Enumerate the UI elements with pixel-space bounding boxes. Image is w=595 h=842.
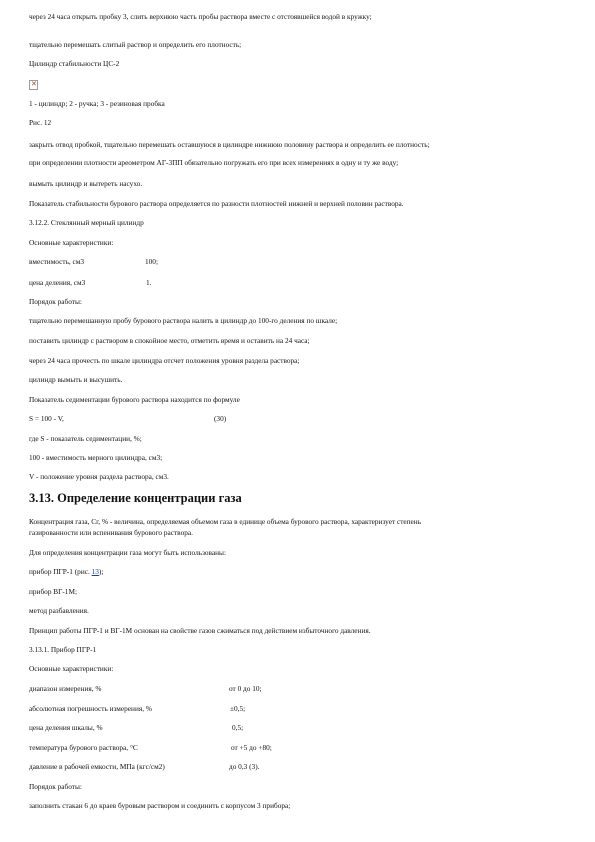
- broken-image-icon: [29, 80, 38, 90]
- text-line: Принцип работы ПГР-1 и ВГ-1М основан на свойстве газов сжиматься под действием избыточного давления.: [29, 626, 371, 635]
- text-line: закрыть отвод пробкой, тщательно перемешать оставшуюся в цилиндре нижнюю половину раствора и определить ее плотность;: [29, 140, 430, 149]
- text-line: через 24 часа прочесть по шкале цилиндра отсчет положения уровня раздела раствора;: [29, 356, 300, 365]
- spec-label: цена деления шкалы, %: [29, 723, 103, 732]
- spec-label: давление в рабочей емкости, МПа (кгс/см2): [29, 762, 165, 771]
- text-line: вымыть цилиндр и вытереть насухо.: [29, 179, 143, 188]
- figure-link[interactable]: 13: [91, 567, 99, 576]
- spec-value: 100;: [145, 257, 158, 266]
- spec-label: диапазон измерения, %: [29, 684, 102, 693]
- spec-label: абсолютная погрешность измерения, %: [29, 704, 152, 713]
- figure-number: Рис. 12: [29, 118, 52, 127]
- text-line: прибор ВГ-1М;: [29, 587, 77, 596]
- text-line: Показатель седиментации бурового раствора находится по формуле: [29, 395, 240, 404]
- text-line: Основные характеристики:: [29, 238, 114, 247]
- spec-label: цена деления, см3: [29, 278, 86, 287]
- text-line: заполнить стакан 6 до краев буровым раствором и соединить с корпусом 3 прибора;: [29, 801, 291, 810]
- text-line: при определении плотности ареометром АГ-3ПП обязательно погружать его при всех измерениях в одну и ту же воду;: [29, 158, 399, 167]
- text-line: Основные характеристики:: [29, 664, 114, 673]
- text-line: через 24 часа открыть пробку 3, слить верхнюю часть пробы раствора вместе с отстоявшейся водой в кружку;: [29, 12, 372, 21]
- text-line: Порядок работы:: [29, 297, 82, 306]
- text-line: Показатель стабильности бурового раствора определяется по разности плотностей нижней и верхней половин раствора.: [29, 199, 404, 208]
- text-line: тщательно перемешать слитый раствор и определить его плотность;: [29, 40, 242, 49]
- text-line: 100 - вместимость мерного цилиндра, см3;: [29, 453, 163, 462]
- subsection-title: 3.13.1. Прибор ПГР-1: [29, 645, 97, 654]
- section-heading: 3.13. Определение концентрации газа: [29, 491, 242, 505]
- spec-value: от 0 до 10;: [229, 684, 262, 693]
- figure-legend: 1 - цилиндр; 2 - ручка; 3 - резиновая пробка: [29, 99, 165, 108]
- text-line: Порядок работы:: [29, 782, 82, 791]
- text-line: метод разбавления.: [29, 606, 89, 615]
- spec-value: 1.: [146, 278, 152, 287]
- spec-value: 0,5;: [232, 723, 244, 732]
- figure-caption-title: Цилиндр стабильности ЦС-2: [29, 59, 120, 68]
- text-line: где S - показатель седиментации, %;: [29, 434, 142, 443]
- text-line: Для определения концентрации газа могут быть использованы:: [29, 548, 226, 557]
- spec-value: ±0,5;: [230, 704, 246, 713]
- formula-number: (30): [214, 414, 227, 423]
- text-line: цилиндр вымыть и высушить.: [29, 375, 123, 384]
- text-span: прибор ПГР-1 (рис.: [29, 567, 92, 576]
- spec-value: до 0,3 (3).: [229, 762, 260, 771]
- text-line: Концентрация газа, Сг, % - величина, определяемая объемом газа в единице объема бурового раствора, характеризует степень: [29, 517, 422, 526]
- formula: S = 100 - V,: [29, 414, 64, 423]
- spec-value: от +5 до +80;: [231, 743, 272, 752]
- text-span: );: [98, 567, 104, 576]
- text-line: V - положение уровня раздела раствора, см3.: [29, 472, 169, 481]
- text-line: [29, 567, 103, 576]
- subsection-title: 3.12.2. Стеклянный мерный цилиндр: [29, 218, 144, 227]
- text-line: тщательно перемешанную пробу бурового раствора налить в цилиндр до 100-го деления по шкале;: [29, 316, 338, 325]
- text-line: газированности или вспенивания бурового раствора.: [29, 528, 193, 537]
- text-line: поставить цилиндр с раствором в спокойное место, отметить время и оставить на 24 часа;: [29, 336, 310, 345]
- spec-label: вместимость, см3: [29, 257, 85, 266]
- spec-label: температура бурового раствора, °С: [29, 743, 138, 752]
